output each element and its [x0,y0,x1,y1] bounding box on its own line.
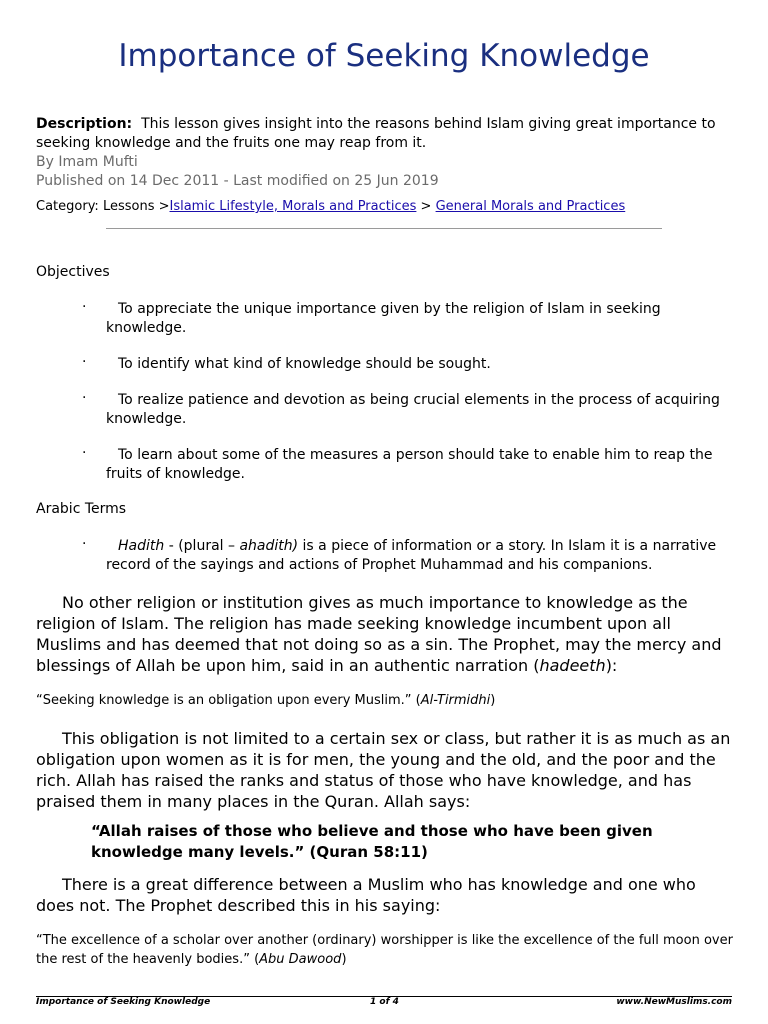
term-word: Hadith [118,538,165,554]
published-date: Published on 14 Dec 2011 - Last modified on 25 Jun 2019 [36,173,439,189]
bullet-icon: · [82,445,87,461]
objectives-heading: Objectives [36,264,110,280]
category-link-lifestyle[interactable]: Islamic Lifestyle, Morals and Practices [169,199,417,214]
paragraph-1-end: ): [605,656,618,675]
term-definition: is a piece of information or a story. In Islam it is a narrative record of the sayings and actions of Prophet Muhammad and his companions. [106,538,717,573]
bullet-icon: · [82,299,87,315]
category-link-general-morals[interactable]: General Morals and Practices [435,199,626,214]
quote-2-text: “The excellence of a scholar over another (ordinary) worshipper is like the excellence of the full moon over the rest of the heavenly bodies.” ( [36,933,733,967]
objective-text: To identify what kind of knowledge should be sought. [118,356,491,372]
arabic-term-item [82,537,732,575]
objective-text: To learn about some of the measures a person should take to enable him to reap the fruits of knowledge. [106,447,713,482]
paragraph-3: There is a great difference between a Muslim who has knowledge and one who does not. The Prophet described this in his saying: [36,875,696,915]
paragraph-1 [36,592,736,676]
objective-item [82,300,732,338]
quote-2-source: Abu Dawood [259,952,342,967]
description-label: Description: [36,116,133,132]
quote-1-end: ) [490,693,496,708]
author: By Imam Mufti [36,154,138,170]
arabic-terms-heading: Arabic Terms [36,501,127,517]
lesson-meta [36,115,736,216]
arabic-term-text [82,537,732,575]
divider [106,228,662,229]
objective-item [82,355,732,374]
term-plural-prefix: - (plural – [164,538,240,554]
footer-page-number: 1 of 4 [370,997,399,1007]
bullet-icon: · [82,354,87,370]
quote-1-text: “Seeking knowledge is an obligation upon every Muslim.” ( [36,693,421,708]
footer-website: www.NewMuslims.com [616,997,732,1007]
quote-2-end: ) [341,952,347,967]
paragraph-1-text: No other religion or institution gives as much importance to knowledge as the religion of Islam. The religion has made seeking knowledge incumbent upon all Muslims and has deemed that not doing so as a sin. The Prophet, may the mercy and blessings of Allah be upon him, said in an authentic narration ( [36,593,722,675]
bullet-icon: · [82,390,87,406]
description-text: This lesson gives insight into the reasons behind Islam giving great importance to seeking knowledge and the fruits one may reap from it. [36,116,716,151]
category-breadcrumb [36,197,736,216]
objective-text: To realize patience and devotion as being crucial elements in the process of acquiring knowledge. [106,392,720,427]
description [36,115,736,153]
hadith-quote-1 [36,691,736,710]
bullet-icon: · [82,536,87,552]
quran-verse: “Allah raises of those who believe and those who have been given knowledge many levels.” (Quran 58:11) [91,822,653,861]
objective-item [82,391,732,429]
category-separator: > [416,199,436,214]
footer-title: Importance of Seeking Knowledge [36,997,211,1007]
paragraph-1-term: hadeeth [539,656,606,675]
objective-item [82,446,732,484]
page-title: Importance of Seeking Knowledge [118,38,650,74]
hadith-quote-2 [36,931,736,969]
objective-text: To appreciate the unique importance given by the religion of Islam in seeking knowledge. [106,301,661,336]
paragraph-2: This obligation is not limited to a certain sex or class, but rather it is as much as an obligation upon women as it is for men, the young and the old, and the poor and the rich. Allah has raised the ranks and status of those who have knowledge, and has praised them in many places in the Quran. Allah says: [36,729,731,811]
category-prefix: Category: Lessons > [36,199,170,214]
quote-1-source: Al-Tirmidhi [420,693,491,708]
term-plural: ahadith) [239,538,299,554]
